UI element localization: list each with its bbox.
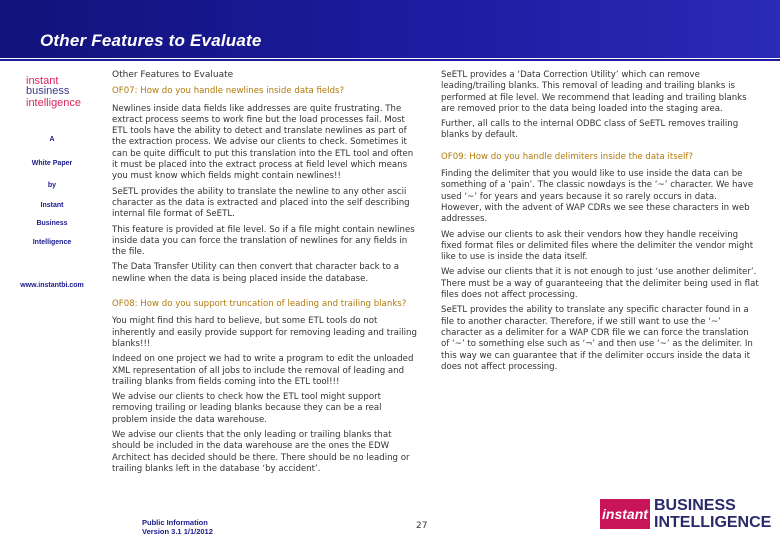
paragraph: Further, all calls to the internal ODBC class of SeETL removes trailing blanks by default.: [441, 119, 739, 141]
paragraph: Indeed on one project we had to write a program to edit the unloaded XML representation of all jobs to include the removal of leading and trailing blanks from fields coming into the ETL tool!!!: [112, 354, 414, 387]
sidebar-item-business: Business: [36, 220, 68, 227]
sidebar-item-a: A: [49, 136, 55, 143]
footer-classification: [142, 518, 213, 536]
paragraph: SeETL provides the ability to translate the newline to any other ascii character as the data is extracted and placed into the self describing internal file format of SeETL.: [112, 186, 410, 220]
page-number: 27: [416, 521, 428, 531]
sidebar: [0, 62, 104, 540]
question-of07: OF07: How do you handle newlines inside data fields?: [112, 86, 345, 97]
paragraph: SeETL provides the ability to translate any specific character found in a file to another character. Therefore, if we still want to use the ‘~’ character as a delimiter for a WAP CDR file we can force the translation of ‘~’ to something else such as ‘¬’ and then use ‘~’ as the delimiter. In this way we can guarantee that if the delimiter occurs inside the data it does not affect processing.: [441, 305, 753, 372]
paragraph: We advise our clients that it is not enough to just ‘use another delimiter’. There must be a way of guaranteeing that the delimiter being used in flat files does not affect processing.: [441, 267, 759, 301]
paragraph: We advise our clients that the only leading or trailing blanks that should be included in the data warehouse are the ones the EDW Architect has decided should be there. There should be no leading or trailing blanks left in the database ‘by accident’.: [112, 430, 410, 474]
brand-business: BUSINESS: [654, 497, 736, 514]
paragraph: The Data Transfer Utility can then convert that character back to a newline when the data is being placed inside the database.: [112, 262, 399, 284]
logo-line-instant: instant: [26, 75, 59, 87]
footer-public-info: Public Information: [142, 518, 208, 527]
paragraph: We advise our clients to ask their vendors how they handle receiving fixed format files or delimited files where the delimiter the vendor might like to use is inside the data itself.: [441, 229, 754, 263]
logo-line-business: business: [26, 85, 70, 97]
question-of08: OF08: How do you support truncation of leading and trailing blanks?: [112, 299, 407, 310]
sidebar-item-by: by: [47, 182, 57, 189]
paragraph: Finding the delimiter that you would like to use inside the data can be something of a ‘pain’. The classic nowdays is the ‘~’ character. We have used ‘~’ for years and years because it so rarely occurs in data. However, with the advent of WAP CDRs we see these characters in web addresses.: [441, 169, 754, 225]
left-column: [112, 70, 418, 479]
paragraph: You might find this hard to believe, but some ETL tools do not inherently and easily provide support for removing leading and trailing blanks!!!: [112, 316, 417, 349]
question-of09: OF09: How do you handle delimiters inside the data itself?: [441, 151, 694, 162]
logo-line-intelligence: intelligence: [26, 97, 82, 109]
paragraph: This feature is provided at file level. So if a file might contain newlines inside data you can force the translation of newlines for any fields in the file.: [112, 224, 415, 258]
paragraph: We advise our clients to check how the ETL tool might support removing trailing or leading blanks because they can be a real problem inside the data warehouse.: [112, 392, 382, 425]
footer-version: Version 3.1 1/1/2012: [142, 527, 213, 536]
sidebar-item-instant: Instant: [40, 202, 64, 209]
sidebar-website-link[interactable]: www.instantbi.com: [20, 282, 84, 289]
brand-logo: [600, 497, 776, 535]
brand-instant-box: instant: [600, 499, 650, 529]
section-title: Other Features to Evaluate: [112, 70, 234, 80]
header-rule: [0, 59, 780, 61]
paragraph: Newlines inside data fields like addresses are quite frustrating. The extract process seems to work fine but the load processes fail. Most ETL tools have the ability to detect and translate newlines as part of the extraction process. We advise our clients to check. Sometimes it can be quite difficult to put this translation into the ETL tool and often it must be placed into the extract process at field level which means you must know which fields might contain newlines!!: [112, 103, 414, 182]
brand-intelligence: INTELLIGENCE: [654, 514, 772, 531]
slide-header: [0, 0, 780, 62]
right-column: [441, 70, 759, 377]
paragraph: SeETL provides a ‘Data Correction Utility’ which can remove leading/trailing blanks. This removal of leading and trailing blanks is performed at file level. We recommend that leading and trailing blanks are removed prior to the data being loaded into the staging area.: [441, 70, 747, 114]
page-title: Other Features to Evaluate: [40, 31, 262, 50]
sidebar-logo: [26, 76, 90, 109]
sidebar-item-intelligence: Intelligence: [32, 239, 72, 246]
sidebar-item-white-paper: White Paper: [31, 160, 73, 167]
